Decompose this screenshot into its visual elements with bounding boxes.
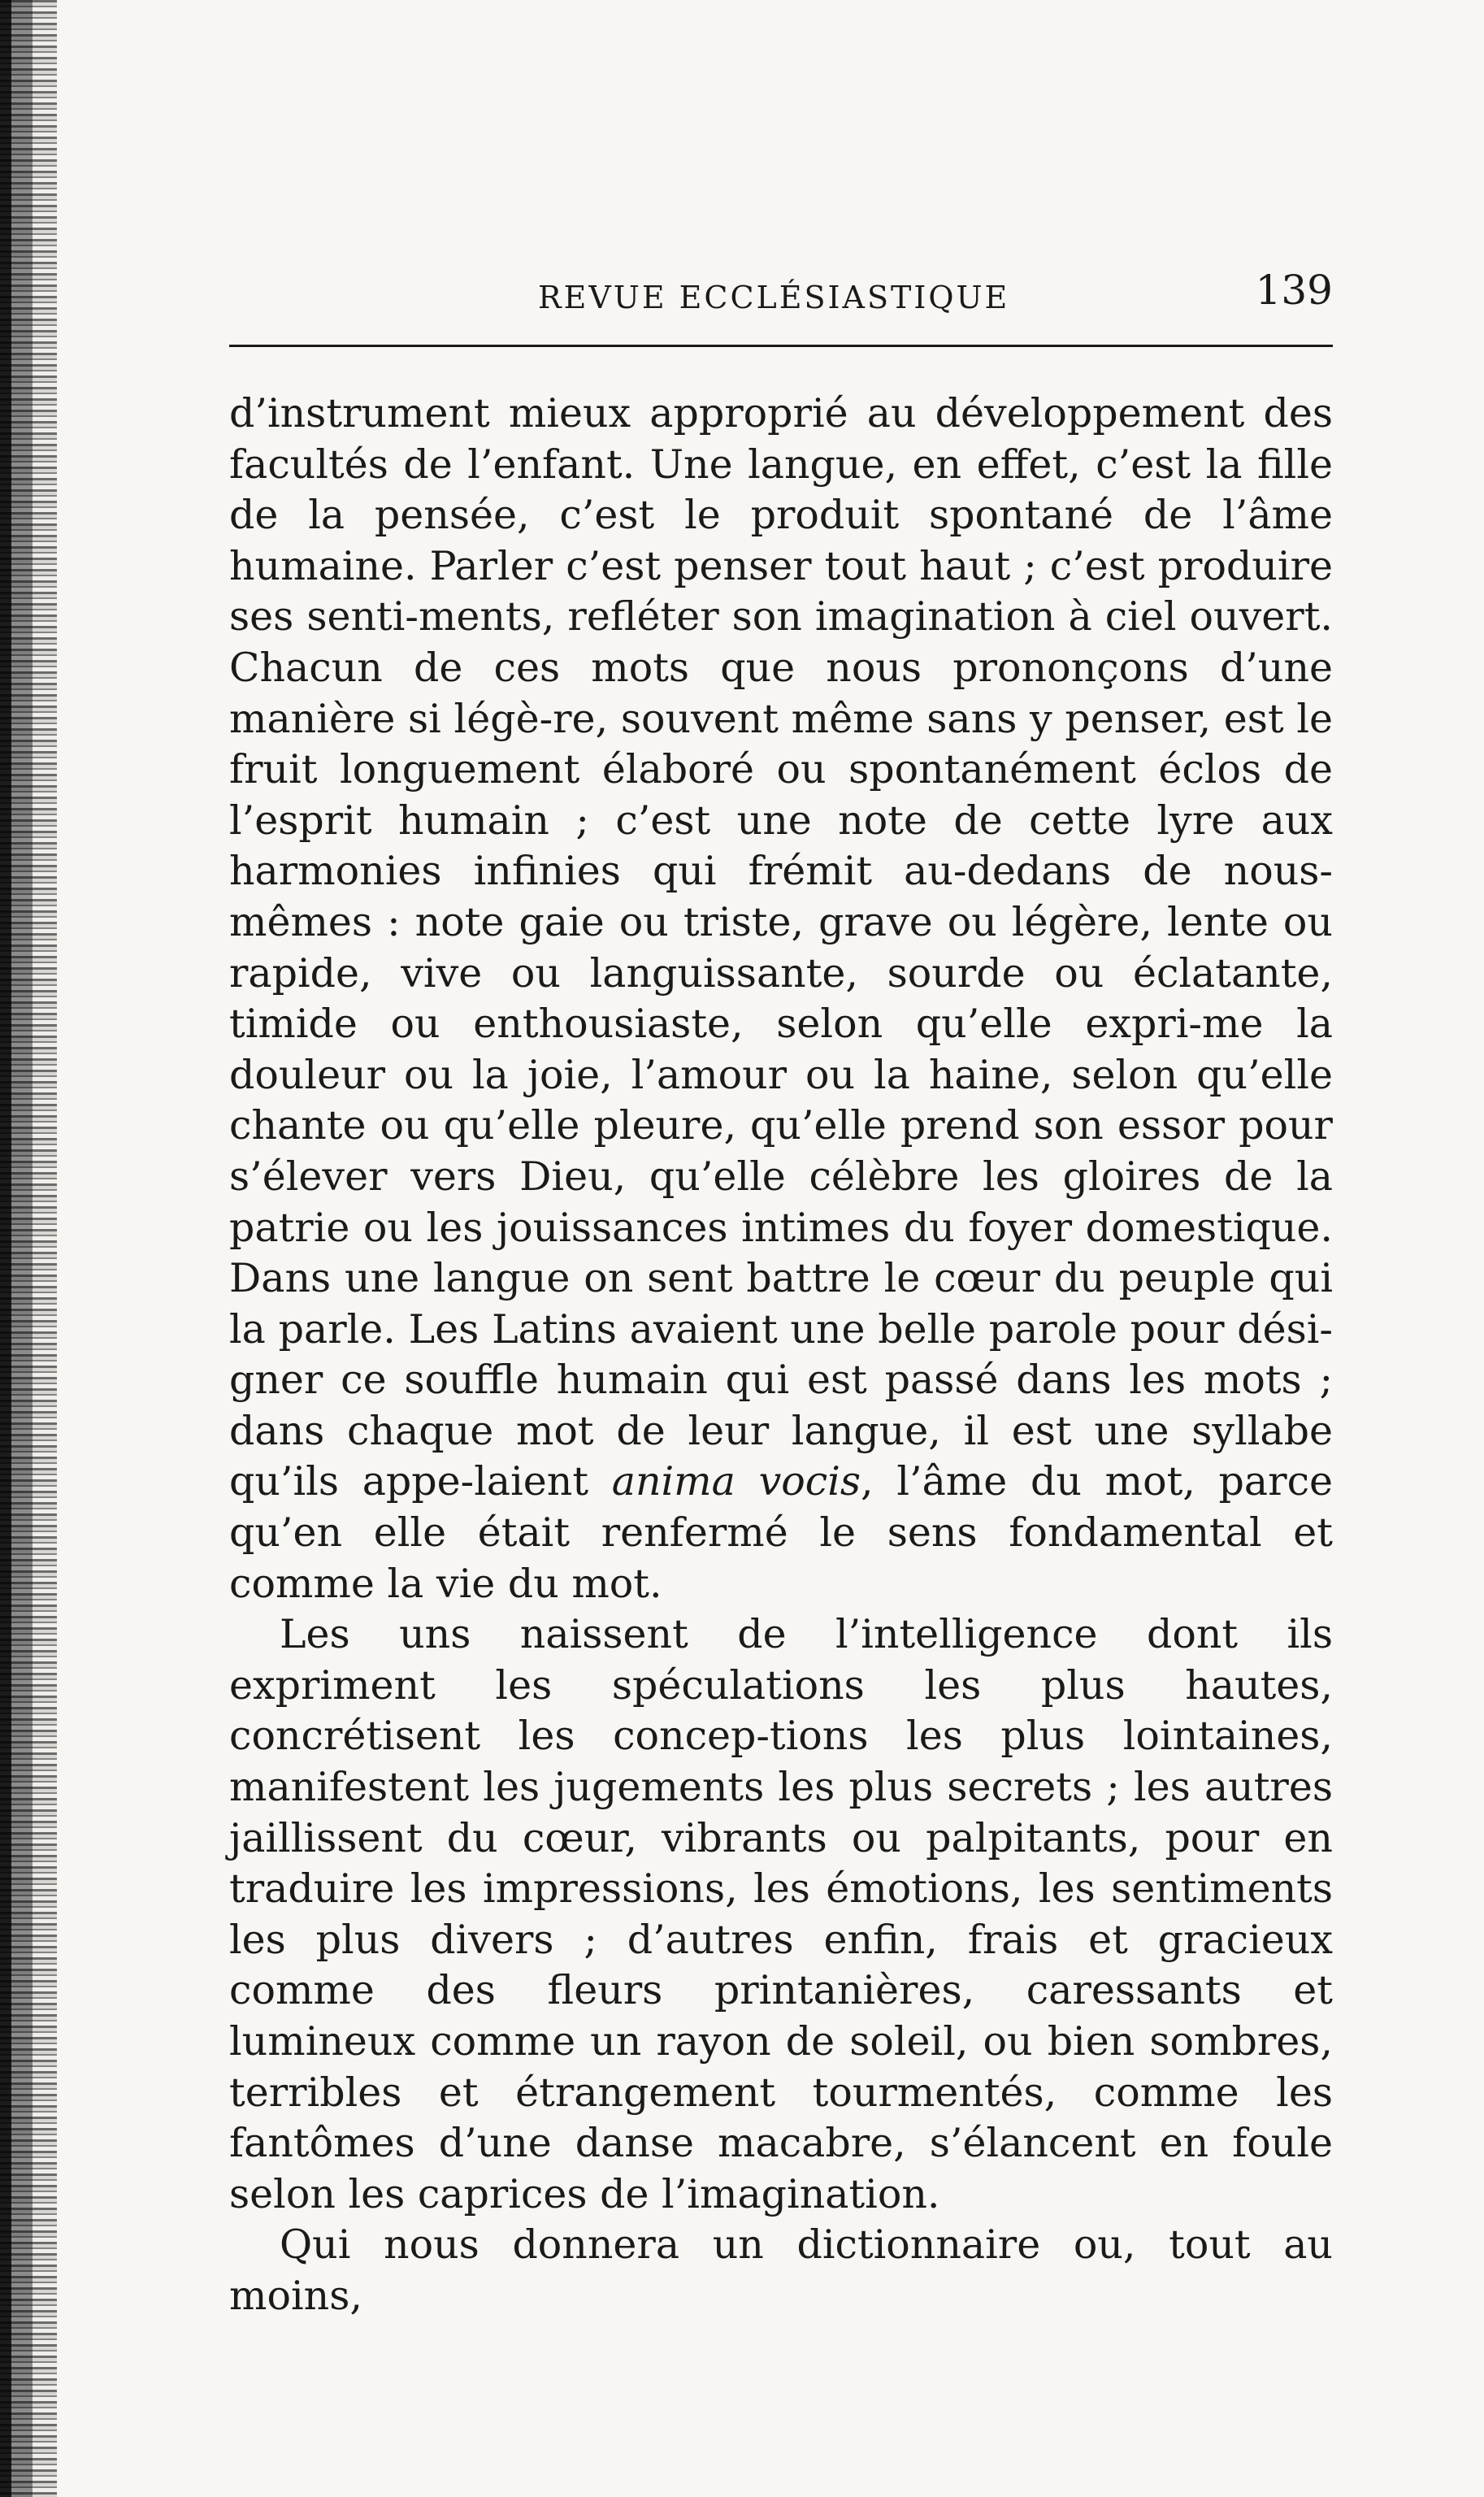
page-header bbox=[229, 268, 1333, 333]
paragraph-2: Les uns naissent de l’intelligence dont ils expriment les spéculations les plus hautes, concrétisent les concep-tions les plus lointaines, manifestent les jugements les plus secrets ; les autres jaillissent du cœur, vibrants ou palpitants, pour en traduire les impressions, les émotions, les sentiments les plus divers ; d’autres enfin, frais et gracieux comme des fleurs printanières, caressants et lumineux comme un rayon de soleil, ou bien sombres, terribles et étrangement tourmentés, comme les fantômes d’une danse macabre, s’élancent en foule selon les caprices de l’imagination. bbox=[229, 1611, 1333, 2217]
paragraph-1-end: , l’âme du mot, parce qu’en elle était renfermé le sens fondamental et comme la vie du mot. bbox=[229, 1458, 1334, 1607]
page-number: 139 bbox=[1255, 267, 1333, 314]
paragraph-1 bbox=[229, 389, 1333, 1609]
header-rule bbox=[229, 345, 1333, 347]
body-text bbox=[229, 389, 1333, 2322]
binding-edge bbox=[0, 0, 57, 2497]
paragraph-3: Qui nous donnera un dictionnaire ou, tout au moins, bbox=[229, 2221, 1333, 2319]
latin-phrase: anima vocis bbox=[611, 1458, 861, 1505]
running-title: REVUE ECCLÉSIASTIQUE bbox=[538, 280, 1010, 315]
paragraph-1-text: d’instrument mieux approprié au développement des facultés de l’enfant. Une langue, en effet, c’est la fille de la pensée, c’est le produit spontané de l’âme humaine. Parler c’est penser tout haut ; c’est produire ses senti-ments, refléter son imagination à ciel ouvert. Chacun de ces mots que nous prononçons d’une manière si légè-re, souvent même sans y penser, est le fruit longuement élaboré ou spontanément éclos de l’esprit humain ; c’est une note de cette lyre aux harmonies infinies qui frémit au-dedans de nous-mêmes : note gaie ou triste, grave ou légère, lente ou rapide, vive ou languissante, sourde ou éclatante, timide ou enthousiaste, selon qu’elle expri-me la douleur ou la joie, l’amour ou la haine, selon qu’elle chante ou qu’elle pleure, qu’elle prend son essor pour s’élever vers Dieu, qu’elle célèbre les gloires de la patrie ou les jouissances intimes du foyer domestique. Dans une langue on sent battre le cœur du peuple qui la parle. Les Latins avaient une belle parole pour dési-gner ce souffle humain qui est passé dans les mots ; dans chaque mot de leur langue, il est une syllabe qu’ils appe-laient bbox=[229, 390, 1333, 1505]
